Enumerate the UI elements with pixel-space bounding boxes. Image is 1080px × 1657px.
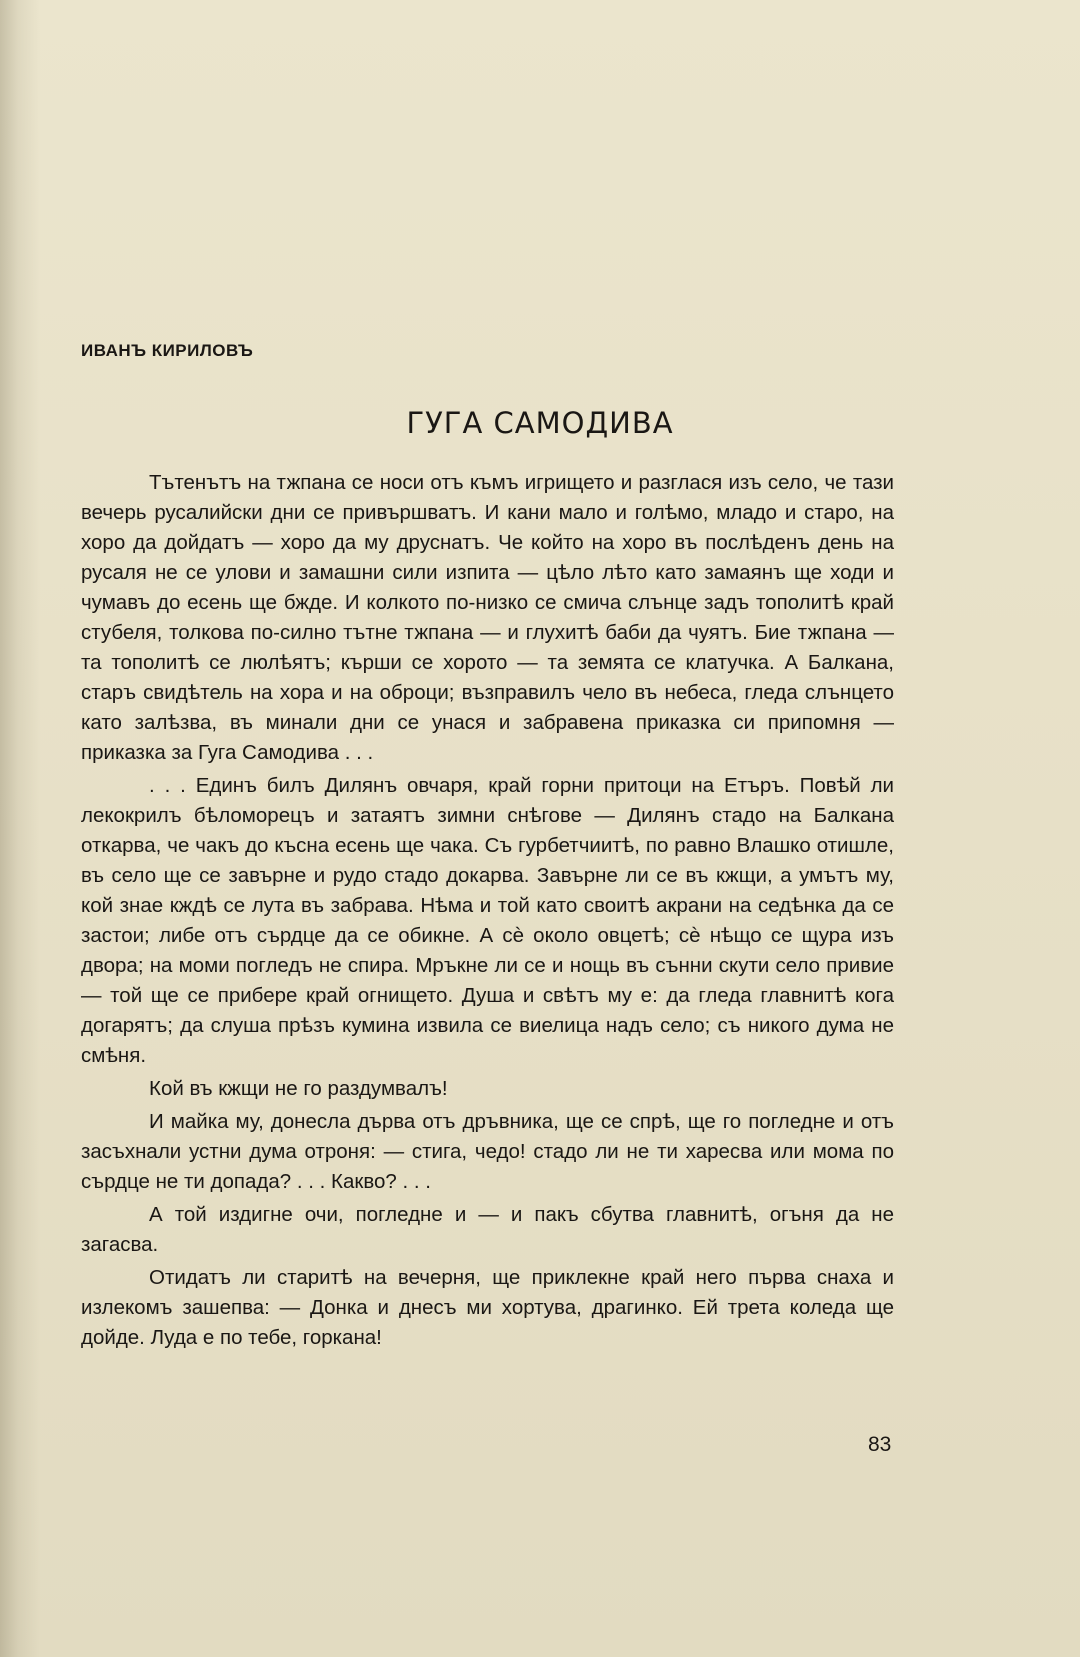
paragraph: Отидатъ ли старитѣ на вечерня, ще приклекне край него първа снаха и излекомъ зашепва: — Донка и днесъ ми хортува, драгинко. Ей трета коледа ще дойде. Луда е по тебе, горкана! [81,1266,894,1349]
paragraph: И майка му, донесла дърва отъ дръвника, ще се спрѣ, ще го погледне и отъ засъхнали устни дума отроня: — стига, чедо! стадо ли не ти харесва или мома по сърдце не ти допада? . . . Какво? . . . [81,1110,894,1193]
story-title: ГУГА САМОДИВА [406,406,674,440]
author-name: ИВАНЪ КИРИЛОВЪ [81,341,254,360]
paragraph: Тътенътъ на тжпана се носи отъ къмъ игрището и разглася изъ село, че тази вечерь русалийски дни се привършватъ. И кани мало и голѣмо, младо и старо, на хоро да дойдатъ — хоро да му друснатъ. Че който на хоро въ послѣденъ день на русаля не се улови и замашни сили изпита — цѣло лѣто като замаянъ ще ходи и чумавъ до есень ще бжде. И колкото по-низко се смича слънце задъ тополитѣ край стубеля, толкова по-силно тътне тжпана — и глухитѣ баби да чуятъ. Бие тжпана — та тополитѣ се люлѣятъ; кърши се хорото — та земята се клатучка. А Балкана, старъ свидѣтель на хора и на оброци; възправилъ чело въ небеса, гледа слънцето като залѣзва, въ минали дни се унася и забравена приказка си припомня — приказка за Гуга Самодива . . . [81,471,894,764]
page-number: 83 [868,1433,892,1456]
paragraph: А той издигне очи, погледне и — и пакъ сбутва главнитѣ, огъня да не загасва. [81,1203,894,1256]
paragraph: . . . Единъ билъ Дилянъ овчаря, край горни притоци на Етъръ. Повѣй ли лекокрилъ бѣломорецъ и затаятъ зимни снѣгове — Дилянъ стадо на Балкана откарва, че чакъ до късна есень ще чака. Съ гурбетчиитѣ, по равно Влашко отишле, въ село ще се завърне и рудо стадо докарва. Завърне ли се въ кжщи, а умътъ му, кой знае кждѣ се лута въ забрава. Нѣма и той като своитѣ акрани на седѣнка да се застои; либе отъ сърдце да се обикне. А сѐ около овцетѣ; сѐ нѣщо се щура изъ двора; на моми погледъ не спира. Мръкне ли се и нощь въ сънни скути село привие — той ще се прибере край огнището. Душа и свѣтъ му е: да гледа главнитѣ кога догарятъ; да слуша прѣзъ кумина извила се виелица надъ село; съ никого дума не смѣня. [81,774,894,1067]
paragraph: Кой въ кжщи не го раздумвалъ! [149,1077,448,1100]
story-body [81,468,894,1356]
